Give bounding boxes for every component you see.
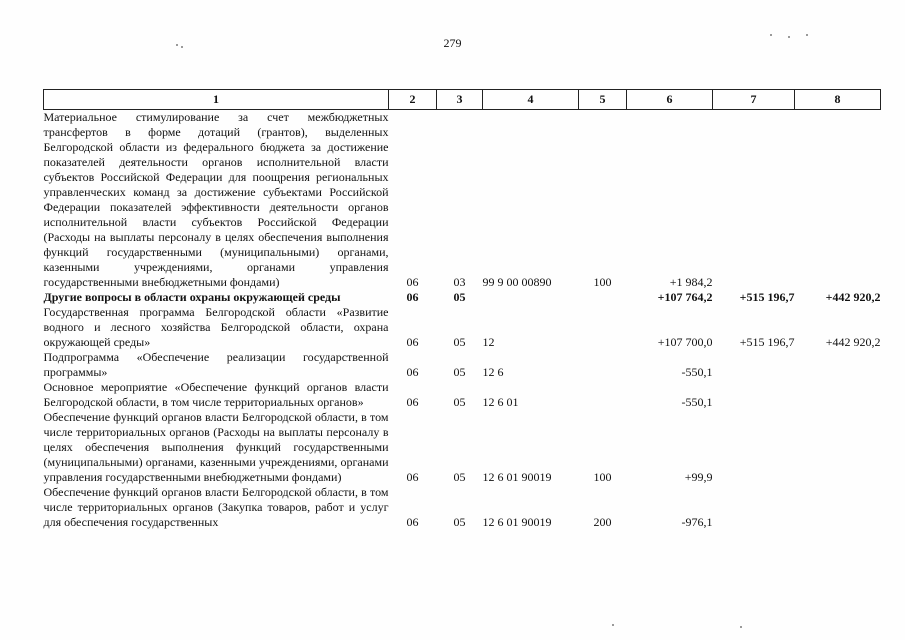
row-amount-col6: -550,1 <box>681 395 713 409</box>
row-expense-type: 100 <box>593 275 612 289</box>
header-col-7: 7 <box>713 90 795 110</box>
row-razdel: 06 <box>406 275 419 289</box>
row-podrazdel: 05 <box>453 395 466 409</box>
row-amount-col7: +515 196,7 <box>739 335 795 349</box>
header-col-2: 2 <box>389 90 437 110</box>
row-target-article: 12 <box>482 335 495 349</box>
header-col-4: 4 <box>483 90 579 110</box>
row-razdel: 06 <box>406 470 419 484</box>
row-expense-type: 100 <box>593 470 612 484</box>
row-description: Подпрограмма «Обеспечение реализации государственной программы» <box>43 350 389 379</box>
row-podrazdel: 05 <box>453 290 466 304</box>
row-expense-type <box>579 290 627 305</box>
row-amount-col6: +107 700,0 <box>657 335 713 349</box>
scan-speck <box>788 36 790 38</box>
row-amount-col8: +442 920,2 <box>825 335 881 349</box>
row-target-article: 12 6 01 90019 <box>482 470 552 484</box>
row-podrazdel: 03 <box>453 275 466 289</box>
row-podrazdel: 05 <box>453 365 466 379</box>
table-body <box>44 110 881 531</box>
row-description: Обеспечение функций органов власти Белгородской области, в том числе территориальных органов (Расходы на выплаты персоналу в целях обеспечения выполнения функций государственными (муниципальными) органами, казенными учреждениями, органами управления государственными внебюджетными фондами) <box>43 410 389 484</box>
row-amount-col7 <box>713 110 795 291</box>
row-target-article: 12 6 <box>482 365 504 379</box>
scan-speck <box>806 34 808 36</box>
row-amount-col6: +99,9 <box>684 470 713 484</box>
row-target-article: 12 6 01 <box>482 395 519 409</box>
row-target-article: 99 9 00 00890 <box>482 275 552 289</box>
row-expense-type <box>579 305 627 350</box>
row-amount-col8 <box>795 350 881 380</box>
page-number: 279 <box>443 36 462 50</box>
row-description: Основное мероприятие «Обеспечение функций органов власти Белгородской области, в том числе территориальных органов» <box>43 380 389 409</box>
row-amount-col6: -550,1 <box>681 365 713 379</box>
row-amount-col7 <box>713 410 795 485</box>
row-amount-col8 <box>795 110 881 291</box>
row-amount-col7 <box>713 380 795 410</box>
row-razdel: 06 <box>406 335 419 349</box>
row-amount-col7 <box>713 350 795 380</box>
row-amount-col6: +1 984,2 <box>669 275 713 289</box>
row-razdel: 06 <box>406 395 419 409</box>
header-col-6: 6 <box>627 90 713 110</box>
row-description: Материальное стимулирование за счет межбюджетных трансфертов в форме дотаций (грантов), выделенных Белгородской области из федерального бюджета за достижение показателей деятельности органов исполнительной власти субъектов Российской Федерации для поощрения региональных управленческих команд за достижение субъектами Российской Федерации показателей эффективности деятельности органов исполнительной власти субъектов Российской Федерации (Расходы на выплаты персоналу в целях обеспечения выполнения функций государственными (муниципальными) органами, казенными учреждениями, органами управления государственными внебюджетными фондами) <box>43 110 389 289</box>
row-description: Обеспечение функций органов власти Белгородской области, в том числе территориальных органов (Закупка товаров, работ и услуг для обеспечения государственных <box>43 485 389 529</box>
row-description: Другие вопросы в области охраны окружающей среды <box>43 290 341 304</box>
row-target-article: 12 6 01 90019 <box>482 515 552 529</box>
row-description: Государственная программа Белгородской области «Развитие водного и лесного хозяйства Белгородской области, охрана окружающей среды» <box>43 305 389 349</box>
row-amount-col7: +515 196,7 <box>739 290 795 304</box>
row-expense-type <box>579 350 627 380</box>
table-row <box>44 110 881 291</box>
row-razdel: 06 <box>406 290 419 304</box>
scan-speck <box>176 44 178 46</box>
row-amount-col8 <box>795 410 881 485</box>
scan-speck <box>770 34 772 36</box>
row-podrazdel: 05 <box>453 335 466 349</box>
row-target-article <box>483 290 579 305</box>
row-expense-type <box>579 380 627 410</box>
header-col-8: 8 <box>795 90 881 110</box>
table-row <box>44 485 881 530</box>
row-amount-col6: +107 764,2 <box>657 290 713 304</box>
row-podrazdel: 05 <box>453 470 466 484</box>
header-col-1: 1 <box>44 90 389 110</box>
row-amount-col8: +442 920,2 <box>825 290 881 304</box>
row-amount-col7 <box>713 485 795 530</box>
budget-table <box>43 89 881 530</box>
row-amount-col6: -976,1 <box>681 515 713 529</box>
row-razdel: 06 <box>406 365 419 379</box>
header-col-3: 3 <box>437 90 483 110</box>
row-amount-col8 <box>795 380 881 410</box>
scan-speck <box>612 624 614 626</box>
table-row <box>44 350 881 380</box>
table-row <box>44 410 881 485</box>
row-podrazdel: 05 <box>453 515 466 529</box>
row-amount-col8 <box>795 485 881 530</box>
table-row <box>44 290 881 305</box>
scan-speck <box>181 46 183 48</box>
table-row <box>44 380 881 410</box>
row-expense-type: 200 <box>593 515 612 529</box>
scan-speck <box>740 626 742 628</box>
header-col-5: 5 <box>579 90 627 110</box>
row-razdel: 06 <box>406 515 419 529</box>
table-header <box>44 90 881 110</box>
table-row <box>44 305 881 350</box>
